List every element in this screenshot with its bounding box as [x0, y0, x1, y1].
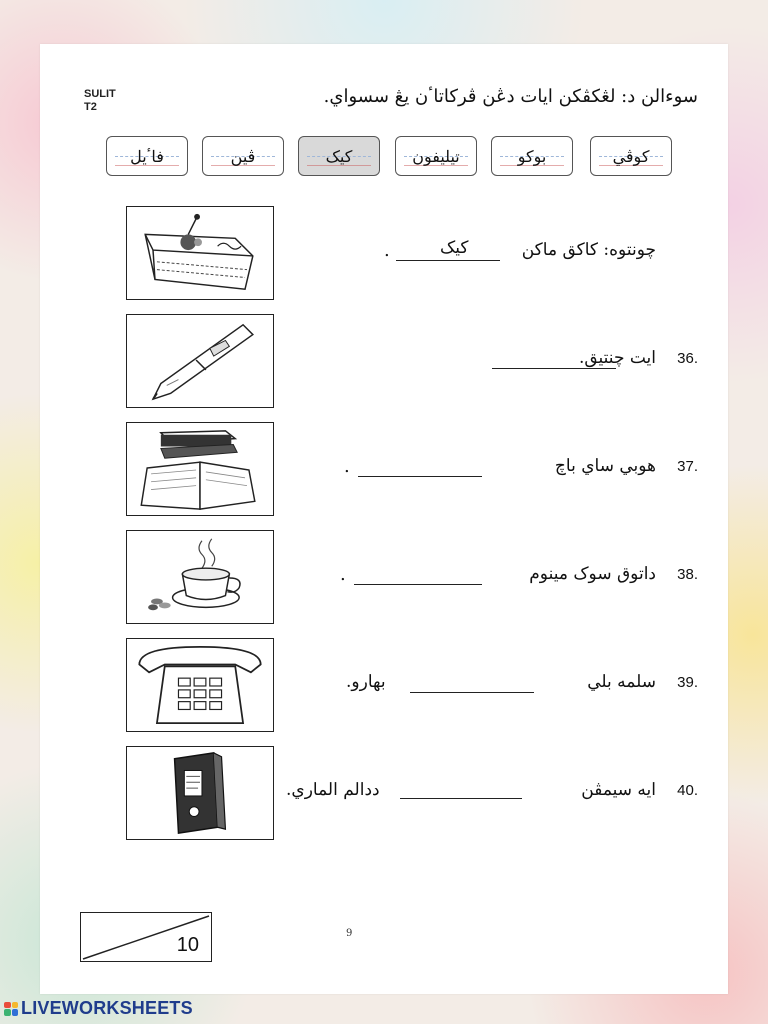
question-40-after-text: ددالم الماري. [286, 780, 380, 800]
example-text: کاکق ماکن [521, 240, 599, 260]
question-39-answer-blank[interactable] [410, 692, 534, 693]
word-option-cake[interactable] [298, 136, 380, 176]
question-title: سوءالن د: لڠکڤکن ايات دڠن ڤرکاتاٴن يڠ سسواي. [323, 86, 698, 107]
word-option-label: بوکو [517, 146, 547, 166]
word-option-label: تيليفون [412, 146, 460, 166]
pen-icon [127, 315, 273, 407]
brand-name: LIVEWORKSHEETS [21, 998, 193, 1018]
question-38-number: 38. [677, 566, 698, 583]
question-36-text: ايت چنتيق. [578, 348, 656, 368]
word-option-label: کيک [325, 146, 353, 166]
word-option-label: فاٴيل [130, 146, 164, 166]
telephone-picture [126, 638, 274, 732]
file-binder-icon [127, 747, 273, 839]
question-39-text: سلمه بلي [587, 672, 656, 692]
question-39-after-text: بهارو. [346, 672, 386, 692]
score-box [80, 912, 212, 962]
book-picture [126, 422, 274, 516]
pen-picture [126, 314, 274, 408]
worksheet-page [40, 44, 728, 994]
sulit-label [84, 88, 116, 114]
paper-code: T2 [84, 101, 97, 113]
example-label: چونتوه: [603, 240, 656, 260]
cake-icon [127, 207, 273, 299]
question-40-answer-blank[interactable] [400, 798, 522, 799]
question-40-number: 40. [677, 782, 698, 799]
liveworksheets-logo-icon [4, 1002, 18, 1016]
question-40-text: ايه سيمڤن [581, 780, 656, 800]
word-option-telephone[interactable] [395, 136, 477, 176]
word-option-coffee[interactable] [590, 136, 672, 176]
question-36-number: 36. [677, 350, 698, 367]
sulit-text: SULIT [84, 88, 116, 100]
example-period: . [384, 240, 390, 261]
question-37-answer-blank[interactable] [358, 476, 482, 477]
telephone-icon [127, 639, 273, 731]
page-number: 9 [346, 928, 353, 939]
question-38-period: . [340, 564, 346, 585]
example-sentence [522, 240, 656, 260]
question-38-text: داتوق سوک مينوم [529, 564, 656, 584]
word-option-label: ڤين [230, 146, 256, 166]
example-blank-line [396, 260, 500, 261]
question-36-answer-blank[interactable] [492, 368, 616, 369]
question-39-number: 39. [677, 674, 698, 691]
question-37-number: 37. [677, 458, 698, 475]
question-38-answer-blank[interactable] [354, 584, 482, 585]
example-answer: کيک [440, 238, 469, 258]
question-37-text: هوبي ساي باچ [554, 456, 656, 476]
question-37-period: . [344, 456, 350, 477]
book-icon [127, 423, 273, 515]
cake-picture [126, 206, 274, 300]
word-option-pen[interactable] [202, 136, 284, 176]
word-option-file[interactable] [106, 136, 188, 176]
word-option-book[interactable] [491, 136, 573, 176]
coffee-cup-icon [127, 531, 273, 623]
liveworksheets-logo[interactable] [4, 998, 193, 1019]
word-option-label: کوڤي [612, 146, 650, 166]
score-total: 10 [176, 934, 199, 956]
coffee-picture [126, 530, 274, 624]
file-picture [126, 746, 274, 840]
